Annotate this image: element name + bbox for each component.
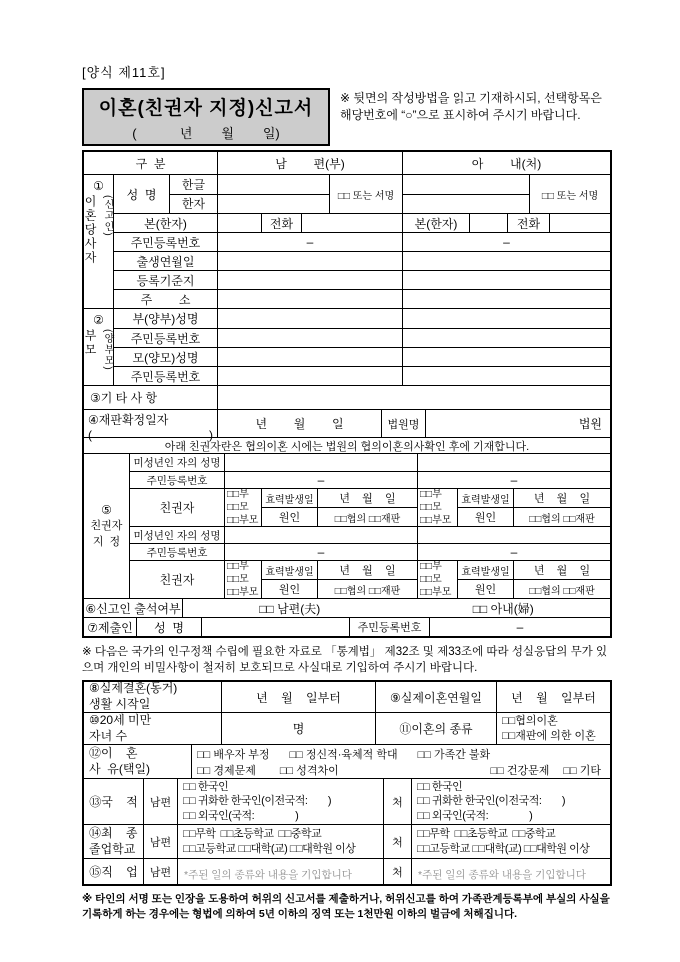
custody2-husband-checkboxes[interactable] <box>225 561 262 598</box>
education-line2: □□고등학교 □□대학(교) □□대학원 이상 <box>417 842 590 855</box>
mother-rrn-row <box>114 366 610 385</box>
address-row <box>114 289 610 308</box>
etc-row <box>84 385 610 409</box>
registry-label: 등록기준지 <box>114 271 218 289</box>
minor2-rrn-row <box>130 543 610 560</box>
nationality-wife-label: 처 <box>384 779 412 824</box>
section1-number: ① <box>93 179 104 193</box>
custody-cb-mother: □□모 <box>420 502 442 513</box>
nationality-foreign-checkbox: □□ 외국인(국적: ) <box>417 809 533 822</box>
nationality-husband-label: 남편 <box>144 779 178 824</box>
section1-sublabel: (신고인) <box>102 195 113 237</box>
occupation-wife-label: 처 <box>384 859 412 884</box>
section5-number: ⑤ <box>101 503 112 517</box>
husband-registry-input[interactable] <box>218 271 403 289</box>
judgment-paren-close: ) <box>209 428 213 442</box>
husband-phone-input[interactable] <box>302 214 403 232</box>
minor2-rrn-husband-input[interactable]: – <box>225 544 418 560</box>
divorce-type-options[interactable] <box>497 713 610 744</box>
custody-cb-father: □□부 <box>420 561 442 572</box>
husband-bon-input[interactable] <box>218 214 262 232</box>
nationality-naturalized-checkbox: □□ 귀화한 한국인(이전국적: ) <box>417 795 565 808</box>
judgment-paren-open: ( <box>88 428 92 442</box>
section2-vertical-label <box>84 309 114 385</box>
page-title: 이혼(친권자 지정)신고서 <box>98 98 314 119</box>
custody2-wife-checkboxes[interactable] <box>418 561 458 598</box>
cause-label: 원인 <box>262 507 317 526</box>
statistics-table <box>82 680 612 886</box>
wife-address-input[interactable] <box>403 290 610 308</box>
divorce-reason-label: ⑫이 혼 사 유(택일) <box>84 745 192 778</box>
minor1-name-husband-input[interactable] <box>225 454 418 471</box>
divorce-reason-row <box>84 744 610 778</box>
education-row <box>84 824 610 858</box>
cause-label: 원인 <box>262 579 317 598</box>
husband-phone-label: 전화 <box>262 214 302 232</box>
education-wife-label: 처 <box>384 825 412 858</box>
nationality-label: ⑬국 적 <box>84 779 144 824</box>
wife-phone-label: 전화 <box>508 214 550 232</box>
husband-sign-area[interactable]: □□ 또는 서명 <box>330 175 403 213</box>
custody2-wife-effective-input[interactable]: 년 월 일 <box>533 565 591 577</box>
wife-sign-area[interactable]: □□ 또는 서명 <box>541 190 599 202</box>
divorce-date-label: ⑨실제이혼연월일 <box>376 682 497 712</box>
father-name-label: 부(양부)성명 <box>114 309 218 328</box>
wife-name-hangul-input[interactable] <box>403 175 529 194</box>
minor2-name-husband-input[interactable] <box>225 527 418 543</box>
custody1-wife-checkboxes[interactable] <box>418 489 458 526</box>
submitter-row <box>84 617 610 636</box>
nationality-husband-options[interactable] <box>178 779 384 824</box>
husband-address-input[interactable] <box>218 290 403 308</box>
effective-date-label: 효력발생일 <box>461 566 510 578</box>
education-line1: □□무학 □□초등학교 □□중학교 <box>183 828 322 841</box>
reason-personality-checkbox[interactable]: □□ 성격차이 <box>279 764 339 777</box>
occupation-row <box>84 858 610 884</box>
minor-name-label: 미성년인 자의 성명 <box>130 527 225 543</box>
custody1-husband-cause-input[interactable]: □□협의 □□재판 <box>318 507 417 526</box>
reason-economic-checkbox[interactable]: □□ 경제문제 <box>197 764 256 777</box>
wife-father-name-input[interactable] <box>403 309 610 328</box>
custody-note-row <box>84 437 610 453</box>
section2-number: ② <box>93 313 104 327</box>
custody1-wife-cause-input[interactable]: □□협의 □□재판 <box>514 507 610 526</box>
divorce-type-judicial: □□재판에 의한 이혼 <box>502 729 596 742</box>
nationality-naturalized-checkbox: □□ 귀화한 한국인(이전국적: ) <box>183 795 331 808</box>
penalty-warning-note: ※ 타인의 서명 또는 인장을 도용하여 허위의 신고서를 제출하거나, 허위신고를 하여 가족관계등록부에 부실의 사실을 기록하게 하는 경우에는 형법에 의하여 5년 이하의 징역 또는 1천만원 이하의 벌금에 처해집니다. <box>82 893 610 920</box>
reason-health-checkbox[interactable]: □□ 건강문제 <box>490 764 550 777</box>
custody1-row <box>130 488 610 526</box>
custody-holder-label: 친권자 <box>130 561 225 598</box>
occupation-wife-input[interactable]: *주된 일의 종류와 내용을 기입합니다 <box>418 869 586 882</box>
nationality-row <box>84 778 610 824</box>
judgment-date-input[interactable]: 년 월 일 <box>218 410 382 437</box>
section1-vertical-label <box>84 175 114 308</box>
cause-label: 원인 <box>458 579 513 598</box>
section5-label-2: 지 정 <box>92 536 121 548</box>
custody-cb-both: □□부모 <box>420 515 452 526</box>
wife-father-rrn-input[interactable] <box>403 329 610 347</box>
children-row <box>84 712 610 744</box>
custody2-husband-effective-input[interactable]: 년 월 일 <box>339 565 396 577</box>
husband-name-hangul-input[interactable] <box>218 175 329 194</box>
reason-other-checkbox[interactable]: □□ 기타 <box>563 764 601 777</box>
submitter-rrn-input[interactable]: – <box>516 620 524 634</box>
rrn-row <box>114 232 610 251</box>
submitter-name-label: 성 명 <box>137 618 202 636</box>
custody-cb-mother: □□모 <box>227 502 249 513</box>
custody2-wife-cause-input[interactable]: □□협의 □□재판 <box>514 579 610 598</box>
minor1-rrn-row <box>130 471 610 488</box>
minor1-name-wife-input[interactable] <box>418 454 610 471</box>
husband-name-hanja-input[interactable] <box>218 194 329 214</box>
submitter-name-input[interactable] <box>202 618 350 636</box>
husband-mother-rrn-input[interactable] <box>218 367 403 385</box>
statistics-note: ※ 다음은 국가의 인구정책 수립에 필요한 자료로 「통계법」 제32조 및 제33조에 따라 성실응답의 무가 있으며 개인의 비밀사항이 철저히 보호되므로 사실대로 기입하여 주시기 바랍니다. <box>82 646 608 674</box>
section-parents <box>84 308 610 385</box>
education-label: ⑭최 종 졸업학교 <box>84 825 144 858</box>
divorce-type-consensual: □□협의이혼 <box>502 715 558 728</box>
submitter-rrn-label: 주민등록번호 <box>350 618 430 636</box>
header-husband: 남 편(부) <box>218 152 403 174</box>
etc-input[interactable] <box>218 386 610 409</box>
title-date-line[interactable]: ( 년 월 일) <box>132 126 280 141</box>
children-count-input[interactable]: 명 <box>222 713 376 744</box>
attendance-row <box>84 598 610 617</box>
father-rrn-row <box>114 328 610 347</box>
divorce-type-label: ⑪이혼의 종류 <box>376 713 497 744</box>
children-count-label: ⑩20세 미만 자녀 수 <box>84 713 222 744</box>
effective-date-label: 효력발생일 <box>265 494 314 506</box>
mother-rrn-label: 주민등록번호 <box>114 367 218 385</box>
effective-date-label: 효력발생일 <box>461 494 510 506</box>
origin-phone-row <box>114 213 610 232</box>
reason-abuse-checkbox[interactable]: □□ 정신적·육체적 학대 <box>289 748 398 761</box>
mother-name-label: 모(양모)성명 <box>114 348 218 366</box>
judgment-row <box>84 409 610 442</box>
minor-rrn-label: 주민등록번호 <box>130 544 225 560</box>
effective-date-label: 효력발생일 <box>265 566 314 578</box>
husband-mother-name-input[interactable] <box>218 348 403 366</box>
wife-phone-input[interactable] <box>550 214 610 232</box>
custody-cb-father: □□부 <box>420 489 442 500</box>
nationality-wife-options[interactable] <box>412 779 610 824</box>
education-husband-options[interactable] <box>178 825 384 858</box>
header-division: 구 분 <box>84 152 218 174</box>
table-header-row <box>84 152 610 174</box>
submitter-label: ⑦제출인 <box>84 618 137 636</box>
court-name-input[interactable]: 법원 <box>578 417 602 431</box>
occupation-label: ⑮직 업 <box>84 859 144 884</box>
top-instruction-note: ※ 뒷면의 작성방법을 읽고 기재하시되, 선택항목은 해당번호에 “○”으로 표시하여 주시기 바랍니다. <box>340 91 602 123</box>
rrn-label: 주민등록번호 <box>114 233 218 251</box>
education-line1: □□무학 □□초등학교 □□중학교 <box>417 828 556 841</box>
marriage-start-row <box>84 682 610 712</box>
wife-birthdate-input[interactable] <box>403 252 610 270</box>
section1-label: 이혼당사자 <box>83 195 97 265</box>
minor1-rrn-wife-input[interactable]: – <box>510 473 518 487</box>
reason-infidelity-checkbox[interactable]: □□ 배우자 부정 <box>197 748 270 761</box>
father-rrn-label: 주민등록번호 <box>114 329 218 347</box>
mother-name-row <box>114 347 610 366</box>
wife-registry-input[interactable] <box>403 271 610 289</box>
etc-label: ③기 타 사 항 <box>84 386 218 409</box>
custody-cb-father: □□부 <box>227 561 249 572</box>
section2-sublabel: (양부모) <box>102 329 113 371</box>
occupation-husband-input[interactable]: *주된 일의 종류와 내용을 기입합니다 <box>178 859 384 884</box>
husband-bon-label: 본(한자) <box>114 214 218 232</box>
marriage-start-input[interactable]: 년 월 일부터 <box>222 682 376 712</box>
custody-cb-mother: □□모 <box>227 574 249 585</box>
wife-rrn-input[interactable]: – <box>503 235 510 249</box>
custody-cb-both: □□부모 <box>420 587 452 598</box>
custody-cb-both: □□부모 <box>227 587 259 598</box>
marriage-start-label: ⑧실제결혼(동거) 생활 시작일 <box>84 682 222 712</box>
minor-name-label: 미성년인 자의 성명 <box>130 454 225 471</box>
wife-mother-rrn-input[interactable] <box>403 367 610 385</box>
husband-rrn-input[interactable]: – <box>218 233 403 251</box>
minor-rrn-label: 주민등록번호 <box>130 472 225 488</box>
minor1-rrn-husband-input[interactable]: – <box>225 472 418 488</box>
husband-father-name-input[interactable] <box>218 309 403 328</box>
divorce-date-input[interactable]: 년 월 일부터 <box>511 690 596 705</box>
judgment-label: ④재판확정일자 <box>88 413 169 427</box>
cause-label: 원인 <box>458 507 513 526</box>
nationality-korean-checkbox: □□ 한국인 <box>183 781 229 794</box>
minor2-rrn-wife-input[interactable]: – <box>510 545 518 559</box>
section2-label: 부모 <box>83 329 97 357</box>
section5-label-1: 친권자 <box>90 520 123 532</box>
section5-label-cell <box>84 454 130 598</box>
wife-mother-name-input[interactable] <box>403 348 610 366</box>
section-custody <box>84 453 610 598</box>
judgment-label-cell <box>84 410 218 442</box>
nationality-foreign-checkbox: □□ 외국인(국적: ) <box>183 809 299 822</box>
header-wife: 아 내(처) <box>471 156 542 171</box>
reason-discord-checkbox[interactable]: □□ 가족간 불화 <box>417 748 491 761</box>
education-husband-label: 남편 <box>144 825 178 858</box>
education-wife-options[interactable] <box>412 825 610 858</box>
minor2-name-wife-input[interactable] <box>418 527 610 543</box>
title-row <box>82 88 612 146</box>
custody-holder-label: 친권자 <box>130 489 225 526</box>
custody-note: 아래 친권자란은 협의이혼 시에는 법원의 협의이혼의사확인 후에 기재합니다. <box>164 440 530 453</box>
birthdate-row <box>114 251 610 270</box>
name-row <box>114 175 610 213</box>
minor1-name-row <box>130 454 610 471</box>
nationality-korean-checkbox: □□ 한국인 <box>417 781 463 794</box>
hanja-label: 한자 <box>170 194 217 214</box>
custody2-husband-cause-input[interactable]: □□협의 □□재판 <box>318 579 417 598</box>
husband-father-rrn-input[interactable] <box>218 329 403 347</box>
main-form-table <box>82 150 612 638</box>
name-label: 성 명 <box>114 175 170 213</box>
custody1-husband-checkboxes[interactable] <box>225 489 262 526</box>
address-label: 주 소 <box>114 290 218 308</box>
husband-birthdate-input[interactable] <box>218 252 403 270</box>
hangul-label: 한글 <box>181 177 206 192</box>
wife-bon-input[interactable] <box>470 214 508 232</box>
title-box <box>82 88 330 146</box>
registry-row <box>114 270 610 289</box>
wife-bon-label: 본(한자) <box>403 214 470 232</box>
minor2-name-row <box>130 526 610 543</box>
custody1-wife-effective-input[interactable]: 년 월 일 <box>533 493 591 505</box>
attendance-husband-checkbox[interactable]: □□ 남편(夫) <box>259 601 321 616</box>
custody1-husband-effective-input[interactable]: 년 월 일 <box>339 493 396 505</box>
father-name-row <box>114 309 610 328</box>
attendance-options <box>183 599 610 617</box>
occupation-husband-label: 남편 <box>144 859 178 884</box>
custody2-row <box>130 560 610 598</box>
custody-cb-father: □□부 <box>227 489 249 500</box>
attendance-label: ⑥신고인 출석여부 <box>84 599 183 617</box>
section-divorce-parties <box>84 174 610 308</box>
wife-name-hanja-input[interactable] <box>403 194 529 214</box>
form-code: [양식 제11호] <box>82 65 166 80</box>
court-name-label: 법원명 <box>382 410 426 437</box>
birthdate-label: 출생연월일 <box>114 252 218 270</box>
attendance-wife-checkbox[interactable]: □□ 아내(婦) <box>472 601 534 616</box>
custody-cb-both: □□부모 <box>227 515 259 526</box>
custody-cb-mother: □□모 <box>420 574 442 585</box>
education-line2: □□고등학교 □□대학(교) □□대학원 이상 <box>183 842 356 855</box>
